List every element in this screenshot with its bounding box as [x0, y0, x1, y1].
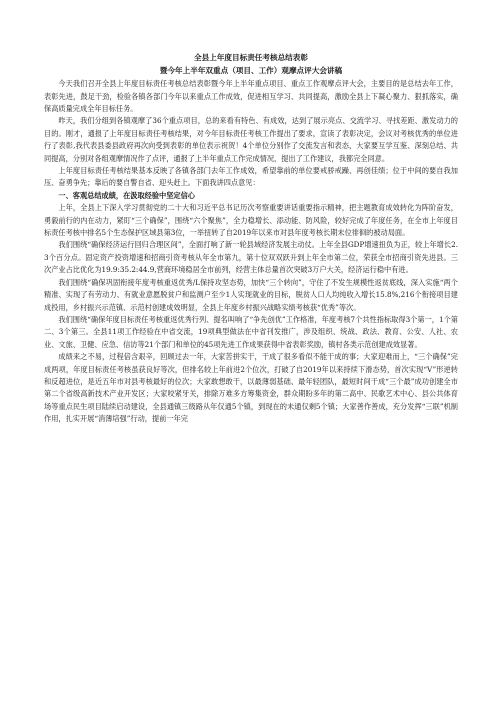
intro-paragraph-1: 今天我们召开全县上年度目标责任考核总结表彰暨今年上半年重点项目、重点工作观摩点评大会，主要目的是总结去年工作，表彰先进，鼓足干劲，检验各镇各部门今年以来重点工作成效，促进相互学习、共同提高，激励全县上下凝心聚力、狠抓落实，确保高质量完成全年目标任务。 — [44, 79, 458, 113]
document-subtitle: 暨今年上半年双重点（项目、工作）观摩点评大会讲稿 — [159, 65, 343, 75]
section-1-heading: 一、客观总结成绩，在汲取经验中坚定信心 — [58, 190, 195, 200]
section-1-paragraph-2: 我们围绕“确保经济运行回归合理区间”，全面打响了新一轮县域经济发展主动仗。上年全县GDP增速扭负为正，较上年增长2.3个百分点。固定资产投资增速和招商引资考核从年全市第九，第十位双双跃升到上年全市第二位，荣获全市招商引资先进县。三次产业占比优化为19.9:35.2:44.9,营商环境稳居全市前列，经营主体总量首次突破3万户大关，经济运行稳中有进。 — [44, 240, 458, 275]
section-1-paragraph-5: 成绩来之不易，过程倍含艰辛，回顾过去一年，大家苦拼实干，干成了很多看似不能干成的事；大家迎难而上，“三个确保”完成两项，年度目标责任考核虽获良好等次，但排名较上年前进2个位次，打破了自2019年以来持续下滑态势，首次实现“V”形逆转和反超进位，是近五年市对县考核最好的位次；大家敢想敢干，以最薄弱基础、最年轻团队，最短时间干成“三个最”成功创建全市第二个省级高新技术产业开发区；大家咬紧牙关，排除万难多方筹集资金，群众期盼多年的第二高中、民歌艺术中心、县公共体育场等重点民生项目陆续启动建设，全县通镇三级路从年仅通5个镇，到现在的未通仅剩5个镇；大家善作善成，充分发挥“三联”机制作用，扎实开展“消薄培强”行动，提前一年完 — [44, 352, 458, 424]
intro-paragraph-3: 上年度目标责任考核结果基本反映了各镇各部门去年工作成效，希望靠前的单位要戒骄戒躁、再创佳绩；位于中间的要自我加压、奋勇争先；靠后的要自警自省、迎头赶上。下面我讲四点意见： — [44, 166, 458, 188]
section-1-paragraph-4: 我们围绕“确保年度目标责任考核重返优秀行列、提名叫响了“争先创优”工作格准，年度考核7个共性指标取得3个第一，1个第二、3个第三。全县11项工作经验在中省交流，19项典型做法在中省刊发推广，涉及组织、统战、政法、教育、公安、人社、农业、文旅、卫健、应急、信访等21个部门和单位的45项先进工作成果获得中省表彰奖励，镇村各类示范创建成效显著。 — [44, 314, 458, 349]
section-1-paragraph-3: 我们围绕“确保巩固衔接年度考核重返优秀/L保持攻坚态势，加快“三个转向”，守住了不发生规模性返贫底线，深入实施“两个精准、实现了有劳动力、有就业意愿脱贫户和监测户至少1人实现就业的目标，脱贫人口人均纯收入增长15.8%,216个衔接项目建成投用，乡村振兴示范镇、示范村创建成效明显，全县上年度乡村振兴战略实绩考核获“优秀”等次。 — [44, 277, 458, 312]
intro-paragraph-2: 昨天，我们分组到各镇观摩了36个重点项目，总的来看有特色、有成效，达到了展示亮点、交流学习、寻找差距、激发动力的目的。刚才，通报了上年度目标责任考核结果，对今年目标责任考核工作提出了要求，宣读了表彰决定，会议对考核优秀的单位进行了表彰,我代表县委县政府再次向受到表彰的单位表示祝贺！4个单位分别作了交流发言和表态，大家要互学互鉴、深刻总结、共同提高，分别对各组观摩情况作了点评，通报了上半年重点工作完成情况，提出了工作建议，我都完全同意。 — [44, 116, 458, 163]
document-title: 全县上年度目标责任考核总结表彰 — [194, 53, 308, 62]
section-1-paragraph-1: 上年，全县上下深入学习贯彻党的二十大和习近平总书记历次考察重要讲话重要指示精神，把主题教育成效转化为阵阶奋发，勇毅前行的内在动力，紧盯“三个确保”，围绕“六个聚焦”，全力稳增长、添动能、防风险，较好完成了年度任务，在全市上年度目标责任考核中排名5个生态保护区域县第3位，一举扭转了自2019年以来市对县年度考核长期末位徘徊的被动局面。 — [44, 203, 458, 238]
